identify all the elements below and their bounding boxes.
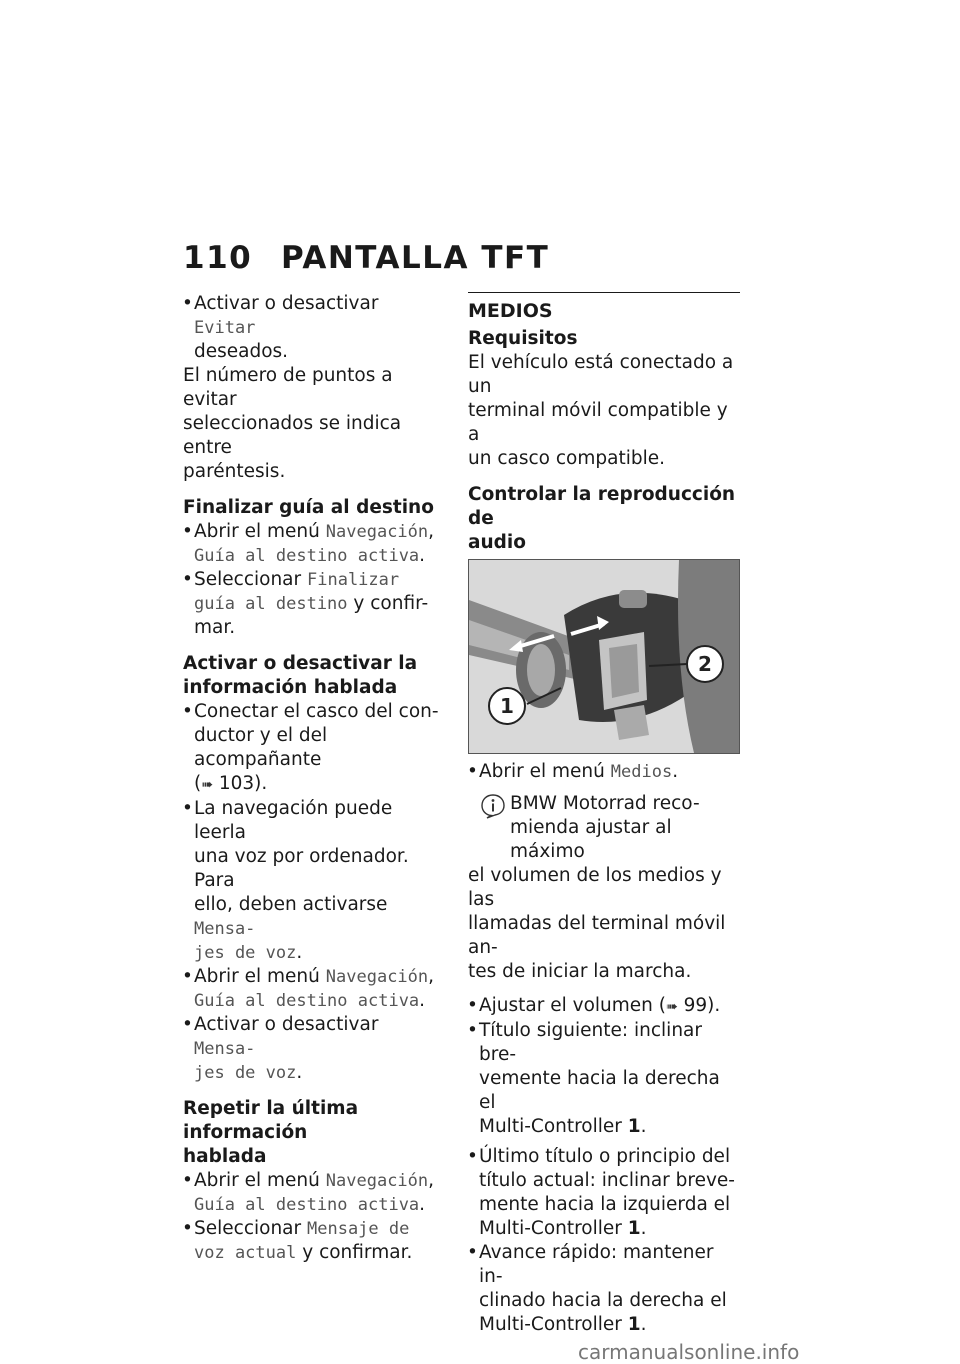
subheading: Requisitos — [468, 328, 578, 349]
list-item: • Seleccionar Finalizar guía al destino y confir- mar. — [183, 568, 445, 640]
paragraph: El número de puntos a evitar seleccionados se indica entre paréntesis. — [183, 365, 402, 482]
handlebar-controls-figure — [468, 559, 740, 754]
subheading: Finalizar guía al destino — [183, 497, 434, 518]
list-item: • Conectar el casco del con- ductor y el del acompañante (➠ 103). — [183, 700, 445, 797]
figure-label-2: 2 — [698, 652, 712, 676]
figure-label-1: 1 — [500, 694, 514, 718]
list-item: • Seleccionar Mensaje de voz actual y confirmar. — [183, 1217, 445, 1265]
info-icon — [480, 793, 506, 819]
paragraph: El vehículo está conectado a un terminal móvil compatible y a un casco compatible. — [468, 352, 734, 469]
list-item: • Título siguiente: inclinar bre- vemente hacia la derecha el Multi-Controller 1. — [468, 1019, 740, 1139]
page-title: PANTALLA TFT — [281, 240, 550, 276]
list-item: • La navegación puede leerla una voz por ordenador. Para ello, deben activarse Mensa- jes de voz. — [183, 797, 445, 965]
subheading: Activar o desactivar la información hablada — [183, 653, 418, 698]
section-rule — [468, 292, 740, 293]
subheading: Controlar la reproducción de audio — [468, 484, 736, 553]
handlebar-illustration — [469, 560, 739, 753]
list-item: • Avance rápido: mantener in- clinado hacia la derecha el Multi-Controller 1. — [468, 1241, 740, 1337]
page-header — [183, 240, 549, 276]
list-item: • Abrir el menú Navegación, Guía al destino activa. — [183, 520, 445, 568]
list-item: • Abrir el menú Navegación, Guía al destino activa. — [183, 965, 445, 1013]
page-number: 110 — [183, 240, 253, 276]
list-item: • Activar o desactivar Mensa- jes de voz. — [183, 1013, 445, 1085]
watermark: carmanualsonline.info — [578, 1340, 800, 1364]
right-column — [468, 292, 740, 1337]
list-item: • Abrir el menú Medios. — [468, 760, 740, 784]
section-title: MEDIOS — [468, 300, 553, 322]
list-item: • Abrir el menú Navegación, Guía al destino activa. — [183, 1169, 445, 1217]
left-column — [183, 292, 445, 1265]
list-item: • Último título o principio del título actual: inclinar breve- mente hacia la izquierda el Multi-Controller 1. — [468, 1145, 740, 1241]
list-item: • Ajustar el volumen (➠ 99). — [468, 994, 740, 1019]
page-ref-arrow-icon: ➠ — [666, 999, 678, 1015]
page-ref-arrow-icon: ➠ — [201, 777, 213, 793]
info-note: BMW Motorrad reco- mienda ajustar al máximo el volumen de los medios y las llamadas del terminal móvil an- tes de iniciar la marcha. — [468, 793, 726, 982]
subheading: Repetir la última información hablada — [183, 1098, 359, 1167]
list-item: • Activar o desactivar Evitar deseados. — [183, 292, 445, 364]
